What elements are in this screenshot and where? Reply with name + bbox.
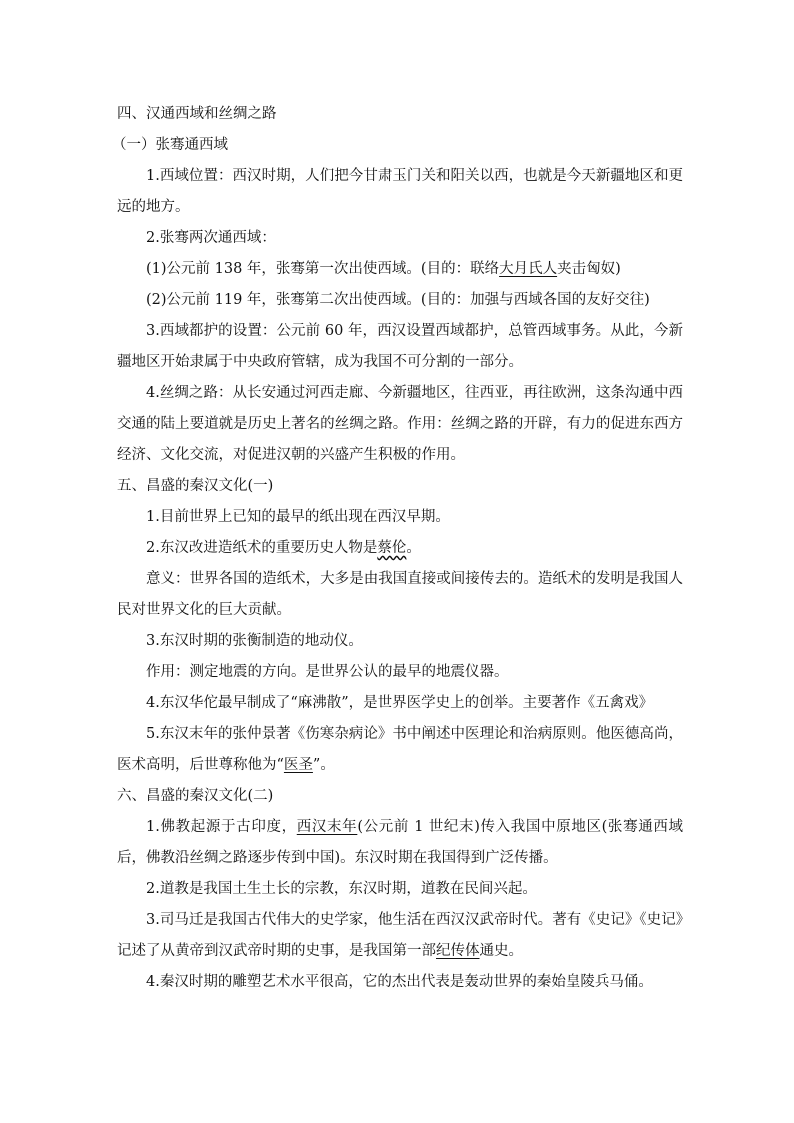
document-body	[112, 99, 683, 998]
text-segment: 通史。	[479, 943, 523, 959]
paragraph-zhang-zhongjing	[117, 719, 683, 781]
text-segment: ”。	[312, 757, 335, 773]
underlined-term: 纪传体	[436, 943, 480, 959]
paragraph-cai-lun	[117, 533, 683, 564]
paragraph-second-mission: (2)公元前 119 年，张骞第二次出使西域。(目的：加强与西域各国的友好交往)	[146, 292, 650, 308]
underlined-term: 蔡伦	[377, 540, 407, 556]
paragraph-earliest-paper: 1.目前世界上已知的最早的纸出现在西汉早期。	[146, 509, 450, 525]
paragraph-terracotta-army: 4.秦汉时期的雕塑艺术水平很高，它的杰出代表是轰动世界的秦始皇陵兵马俑。	[146, 974, 653, 990]
text-segment: 。	[406, 540, 421, 556]
section-heading-5: 五、昌盛的秦汉文化(一)	[117, 478, 274, 494]
text-segment: 3.司马迁是我国古代伟大的史学家，他生活在西汉汉武帝时代。著有《史记》《史记》记述了从黄帝到汉武帝时期的史事，是我国第一部	[117, 912, 683, 959]
section-heading-6: 六、昌盛的秦汉文化(二)	[117, 788, 274, 804]
paragraph-silk-road: 4.丝绸之路：从长安通过河西走廊、今新疆地区，往西亚，再往欧洲，这条沟通中西交通的陆上要道就是历史上著名的丝绸之路。作用：丝绸之路的开辟，有力的促进东西方经济、文化交流，对促进汉朝的兴盛产生积极的作用。	[117, 385, 683, 463]
paragraph-western-regions-location: 1.西域位置：西汉时期，人们把今甘肃玉门关和阳关以西，也就是今天新疆地区和更远的地方。	[117, 168, 683, 215]
text-segment: (1)公元前 138 年，张骞第一次出使西域。(目的：联络	[146, 261, 500, 277]
text-segment: 2.东汉改进造纸术的重要历史人物是	[146, 540, 378, 556]
paragraph-sima-qian	[117, 905, 683, 967]
underlined-term: 西汉末年	[296, 819, 358, 835]
subsection-heading: （一）张骞通西域	[112, 137, 228, 153]
paragraph-zhang-qian-missions: 2.张骞两次通西域：	[146, 230, 276, 246]
text-segment: 1.佛教起源于古印度，	[146, 819, 297, 835]
section-heading-4: 四、汉通西域和丝绸之路	[117, 106, 277, 122]
paragraph-hua-tuo: 4.东汉华佗最早制成了“麻沸散”，是世界医学史上的创举。主要著作《五禽戏》	[146, 695, 654, 711]
paragraph-seismograph: 3.东汉时期的张衡制造的地动仪。	[146, 633, 363, 649]
text-segment: (公元前 1 世纪末)传入我国中原地区(张骞通西域后，佛教沿丝绸之路逐步传到中国)。东汉时期在我国得到广泛传播。	[117, 819, 683, 866]
paragraph-protectorate: 3.西域都护的设置：公元前 60 年，西汉设置西域都护，总管西域事务。从此，今新疆地区开始隶属于中央政府管辖，成为我国不可分割的一部分。	[117, 323, 683, 370]
underlined-term: 医圣	[283, 757, 313, 773]
underlined-term: 大月氏人	[499, 261, 558, 277]
text-segment: 夹击匈奴)	[557, 261, 621, 277]
paragraph-buddhism	[117, 812, 683, 874]
paragraph-seismograph-function: 作用：测定地震的方向。是世界公认的最早的地震仪器。	[146, 664, 509, 680]
paragraph-paper-significance: 意义：世界各国的造纸术，大多是由我国直接或间接传去的。造纸术的发明是我国人民对世界文化的巨大贡献。	[117, 571, 683, 618]
paragraph-taoism: 2.道教是我国土生土长的宗教，东汉时期，道教在民间兴起。	[146, 881, 537, 897]
paragraph-first-mission	[117, 254, 683, 285]
text-segment: 5.东汉末年的张仲景著《伤寒杂病论》书中阐述中医理论和治病原则。他医德高尚，医术高明，后世尊称他为“	[117, 726, 683, 773]
